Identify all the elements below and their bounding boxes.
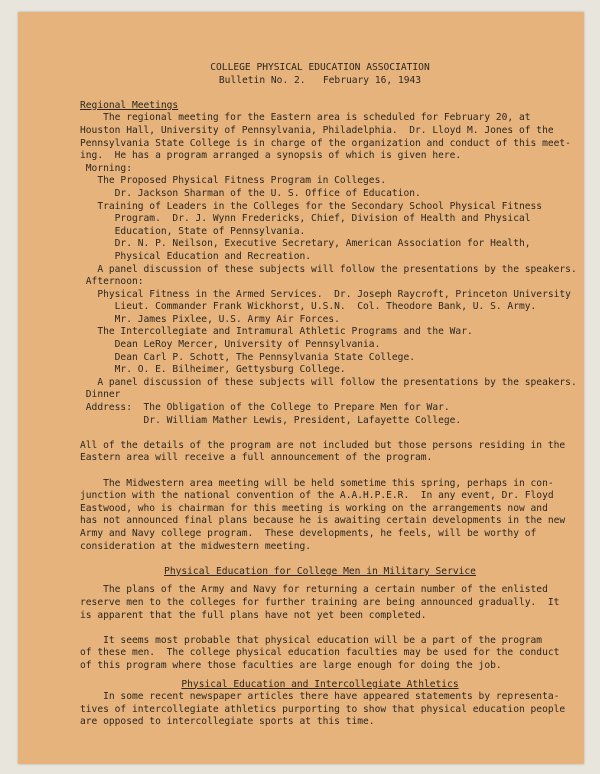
text-line: Dinner [80, 389, 121, 401]
text-line: Physical Education and Recreation. [80, 250, 312, 262]
text-line: Mr. O. E. Bilheimer, Gettysburg College. [80, 364, 346, 376]
text-line: Physical Fitness in the Armed Services. Dr. Joseph Raycroft, Princeton University [80, 288, 571, 300]
text-line: Dean Carl P. Schott, The Pennsylvania State College. [80, 351, 416, 363]
text-line: reserve men to the colleges for further training are being announced gradually. It [80, 596, 560, 608]
regional-meetings-body [80, 112, 577, 427]
text-line: Dr. N. P. Neilson, Executive Secretary, American Association for Health, [80, 238, 531, 250]
text-line: The plans of the Army and Navy for returning a certain number of the enlisted [80, 584, 548, 596]
text-line: Dr. Jackson Sharman of the U. S. Office of Education. [80, 187, 421, 199]
text-line: Army and Navy college program. These developments, he feels, will be worthy of [80, 527, 537, 539]
text-line: The Proposed Physical Fitness Program in Colleges. [80, 175, 387, 187]
association-title: COLLEGE PHYSICAL EDUCATION ASSOCIATION [210, 62, 430, 73]
military-paragraph-2 [80, 635, 560, 673]
text-line: A panel discussion of these subjects will follow the presentations by the speakers. [80, 263, 577, 275]
eastern-details-paragraph [80, 439, 566, 465]
text-line: Morning: [80, 162, 132, 174]
athletics-paragraph-1 [80, 691, 566, 729]
document-page [18, 12, 584, 764]
text-line: junction with the national convention of the A.A.H.P.E.R. In any event, Dr. Floyd [80, 490, 554, 502]
text-line: Pennsylvania State College is in charge of the organization and conduct of this meet- [80, 137, 571, 149]
text-line: Education, State of Pennsylvania. [80, 225, 306, 237]
text-line: A panel discussion of these subjects will follow the presentations by the speakers. [80, 376, 577, 388]
text-line: The Midwestern area meeting will be held sometime this spring, perhaps in con- [80, 477, 554, 489]
text-line: consideration at the midwestern meeting. [80, 540, 312, 552]
text-line: The Intercollegiate and Intramural Athletic Programs and the War. [80, 326, 473, 338]
section-heading-regional: Regional Meetings [80, 99, 179, 111]
text-line: Address: The Obligation of the College to Prepare Men for War. [80, 402, 450, 414]
text-line: are opposed to intercollegiate sports at this time. [80, 716, 375, 728]
text-line: Training of Leaders in the Colleges for the Secondary School Physical Fitness [80, 200, 543, 212]
text-line: Program. Dr. J. Wynn Fredericks, Chief, Division of Health and Physical [80, 213, 531, 225]
text-line: In some recent newspaper articles there have appeared statements by representa- [80, 691, 560, 703]
text-line: Lieut. Commander Frank Wickhorst, U.S.N. Col. Theodore Bank, U. S. Army. [80, 301, 537, 313]
text-line: All of the details of the program are not included but those persons residing in the [80, 439, 566, 451]
text-line: The regional meeting for the Eastern area is scheduled for February 20, at [80, 112, 531, 124]
text-line: Dr. William Mather Lewis, President, Lafayette College. [80, 414, 462, 426]
bulletin-text [80, 62, 577, 729]
section-heading-military: Physical Education for College Men in Military Service [164, 565, 476, 577]
text-line: Eastwood, who is chairman for this meeting is working on the arrangements now and [80, 502, 548, 514]
text-line: is apparent that the full plans have not yet been completed. [80, 609, 427, 621]
text-line: has not announced final plans because he is awaiting certain developments in the new [80, 515, 566, 527]
text-line: tives of intercollegiate athletics purporting to show that physical education people [80, 703, 566, 715]
text-line: Dean LeRoy Mercer, University of Pennsylvania. [80, 339, 381, 351]
military-paragraph-1 [80, 584, 560, 622]
text-line: Houston Hall, University of Pennsylvania, Philadelphia. Dr. Lloyd M. Jones of the [80, 124, 554, 136]
text-line: of these men. The college physical education faculties may be used for the conduct [80, 647, 560, 659]
bulletin-number-date: Bulletin No. 2. February 16, 1943 [218, 74, 422, 86]
text-line: ing. He has a program arranged a synopsis of which is given here. [80, 150, 462, 162]
text-line: Mr. James Pixlee, U.S. Army Air Forces. [80, 313, 340, 325]
midwestern-paragraph [80, 477, 566, 554]
text-line: It seems most probable that physical education will be a part of the program [80, 634, 543, 646]
section-heading-athletics: Physical Education and Intercollegiate Athletics [181, 678, 459, 690]
text-line: Eastern area will receive a full announcement of the program. [80, 452, 433, 464]
text-line: of this program where those faculties are large enough for doing the job. [80, 659, 502, 671]
text-line: Afternoon: [80, 276, 144, 288]
